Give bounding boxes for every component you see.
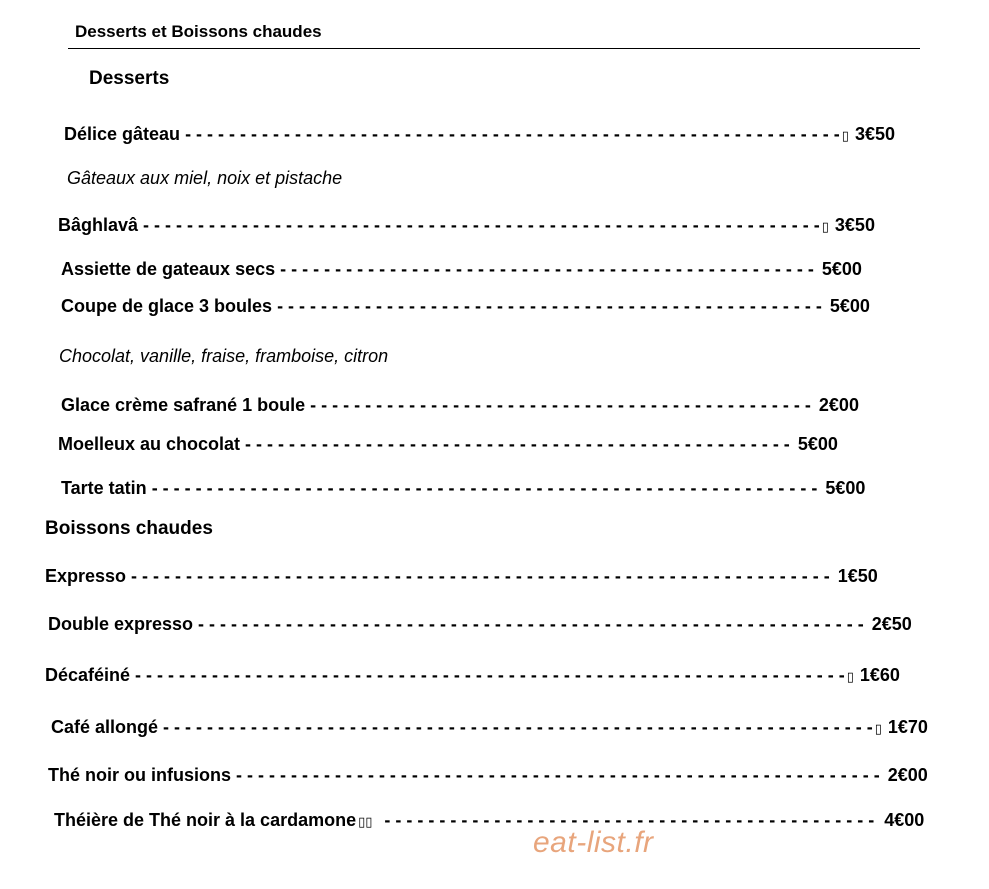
header-rule	[68, 48, 920, 49]
missing-glyph-icon: ▯	[821, 219, 829, 234]
leader-gap	[880, 765, 888, 785]
leader-gap	[874, 810, 884, 830]
missing-glyph-icon: ▯	[846, 669, 854, 684]
item-name: Expresso	[45, 566, 127, 586]
item-price: 4€00	[884, 810, 925, 830]
desserts-section-title: Desserts	[89, 68, 170, 89]
menu-item-theiere	[54, 809, 924, 833]
item-name: Café allongé	[51, 717, 159, 737]
menu-item-cafe-allonge	[51, 716, 928, 740]
item-name: Moelleux au chocolat	[58, 434, 241, 454]
menu-item-tarte-tatin	[61, 477, 865, 499]
dot-leader: - - - - - - - - - - - - - - - - - - - - - - - - - - - - - - - - - - - - - - - - - - - - - - - - - - - - - - - - - - - - -	[146, 478, 818, 498]
dot-leader: - - - - - - - - - - - - - - - - - - - - - - - - - - - - - - - - - - - - - - - - - - - - -	[374, 810, 875, 830]
dot-leader: - - - - - - - - - - - - - - - - - - - - - - - - - - - - - - - - - - - - - - - - - - - - - - - - - - - - - - - - - - -	[231, 765, 880, 785]
menu-item-delice-gateau	[64, 123, 895, 147]
dot-leader: - - - - - - - - - - - - - - - - - - - - - - - - - - - - - - - - - - - - - - - - - - - - - - - - - - - - - - - - - - - - -	[193, 614, 864, 634]
menu-item-expresso	[45, 565, 878, 587]
item-name: Bâghlavâ	[58, 215, 139, 235]
menu-item-moelleux	[58, 433, 838, 455]
boissons-section-title: Boissons chaudes	[45, 518, 213, 539]
dot-leader: - - - - - - - - - - - - - - - - - - - - - - - - - - - - - - - - - - - - - - - - - - - - - - - - - - - - - - - - - - - - - - - -	[126, 566, 830, 586]
menu-item-the-noir	[48, 764, 928, 786]
item-price: 2€00	[818, 395, 859, 415]
page-header: Desserts et Boissons chaudes	[75, 22, 322, 41]
item-price: 5€00	[821, 259, 862, 279]
item-price: 2€00	[887, 765, 928, 785]
leader-gap	[811, 395, 819, 415]
item-description: Chocolat, vanille, fraise, framboise, citron	[59, 346, 389, 366]
item-name: Double expresso	[48, 614, 194, 634]
item-price: 1€70	[887, 717, 928, 737]
leader-gap	[864, 614, 872, 634]
item-name: Thé noir ou infusions	[48, 765, 231, 785]
menu-item-double-expresso	[48, 613, 912, 635]
item-price: 1€60	[859, 665, 900, 685]
item-price: 3€50	[834, 215, 875, 235]
leader-gap	[822, 296, 830, 316]
missing-glyph-icon: ▯	[841, 128, 849, 143]
missing-glyph-icon: ▯▯	[358, 814, 373, 829]
dot-leader: - - - - - - - - - - - - - - - - - - - - - - - - - - - - - - - - - - - - - - - - - - - - - - - - - -	[240, 434, 790, 454]
item-price: 5€00	[829, 296, 870, 316]
item-price: 1€50	[837, 566, 878, 586]
dot-leader: - - - - - - - - - - - - - - - - - - - - - - - - - - - - - - - - - - - - - - - - - - - - - - - - -	[275, 259, 814, 279]
menu-item-decafeine	[45, 664, 900, 688]
item-name: Glace crème safrané 1 boule	[61, 395, 306, 415]
dot-leader: - - - - - - - - - - - - - - - - - - - - - - - - - - - - - - - - - - - - - - - - - - - - - - - - - - - - - - - - - - - - - - - - -	[158, 717, 873, 737]
menu-item-assiette-gateaux	[61, 258, 862, 280]
menu-item-glace-creme	[61, 394, 859, 416]
leader-gap	[790, 434, 798, 454]
item-name: Assiette de gateaux secs	[61, 259, 276, 279]
item-name: Décaféiné	[45, 665, 131, 685]
menu-item-coupe-glace	[61, 295, 870, 317]
dot-leader: - - - - - - - - - - - - - - - - - - - - - - - - - - - - - - - - - - - - - - - - - - - - - -	[305, 395, 811, 415]
dot-leader: - - - - - - - - - - - - - - - - - - - - - - - - - - - - - - - - - - - - - - - - - - - - - - - - - - - - - - - - - - - - - -	[138, 215, 820, 235]
item-price: 3€50	[854, 124, 895, 144]
item-name: Coupe de glace 3 boules	[61, 296, 273, 316]
item-price: 5€00	[825, 478, 866, 498]
missing-glyph-icon: ▯	[874, 721, 882, 736]
item-name: Théière de Thé noir à la cardamone	[54, 810, 357, 830]
item-description: Gâteaux aux miel, noix et pistache	[67, 168, 343, 188]
item-name: Tarte tatin	[61, 478, 147, 498]
leader-gap	[814, 259, 822, 279]
menu-item-baghlava	[58, 214, 875, 238]
item-price: 5€00	[797, 434, 838, 454]
item-price: 2€50	[871, 614, 912, 634]
item-name: Délice gâteau	[64, 124, 181, 144]
dot-leader: - - - - - - - - - - - - - - - - - - - - - - - - - - - - - - - - - - - - - - - - - - - - - - - - - -	[272, 296, 822, 316]
dot-leader: - - - - - - - - - - - - - - - - - - - - - - - - - - - - - - - - - - - - - - - - - - - - - - - - - - - - - - - - - - - -	[180, 124, 840, 144]
leader-gap	[830, 566, 838, 586]
watermark-logo: eat-list.fr	[533, 826, 654, 859]
dot-leader: - - - - - - - - - - - - - - - - - - - - - - - - - - - - - - - - - - - - - - - - - - - - - - - - - - - - - - - - - - - - - - - - -	[130, 665, 845, 685]
